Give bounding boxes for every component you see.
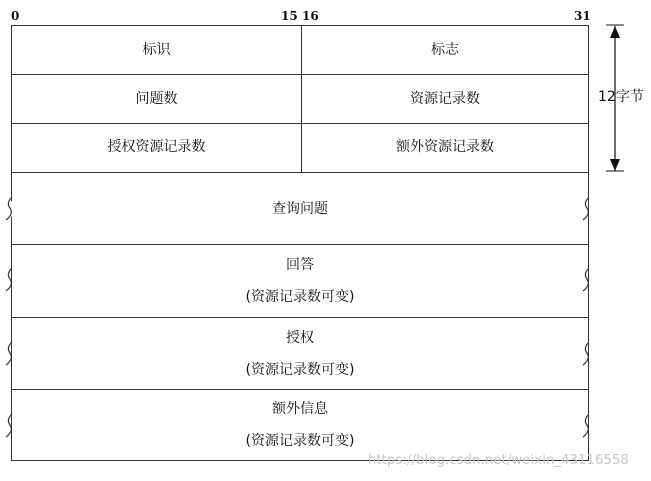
answer-section: 回答 (资源记录数可变) (245, 257, 355, 305)
answer-rr-count-field: 资源记录数 (410, 91, 480, 107)
bit-label-15: 15 (281, 9, 298, 23)
question-count-field: 问题数 (135, 91, 178, 107)
bit-label-31: 31 (574, 9, 591, 23)
bit-label-16: 16 (302, 9, 319, 23)
flags-field: 标志 (431, 42, 459, 58)
question-section: 查询问题 (272, 201, 328, 217)
authority-rr-count-field: 授权资源记录数 (107, 139, 206, 155)
authority-section: 授权 (资源记录数可变) (245, 330, 355, 378)
header-size-label: 12字节 (598, 89, 644, 105)
additional-section: 额外信息 (资源记录数可变) (245, 401, 355, 449)
bit-label-0: 0 (11, 9, 20, 23)
watermark: https://blog.csdn.net/weixin_43116558 (368, 453, 629, 468)
identification-field: 标识 (142, 42, 171, 58)
additional-rr-count-field: 额外资源记录数 (396, 139, 494, 155)
